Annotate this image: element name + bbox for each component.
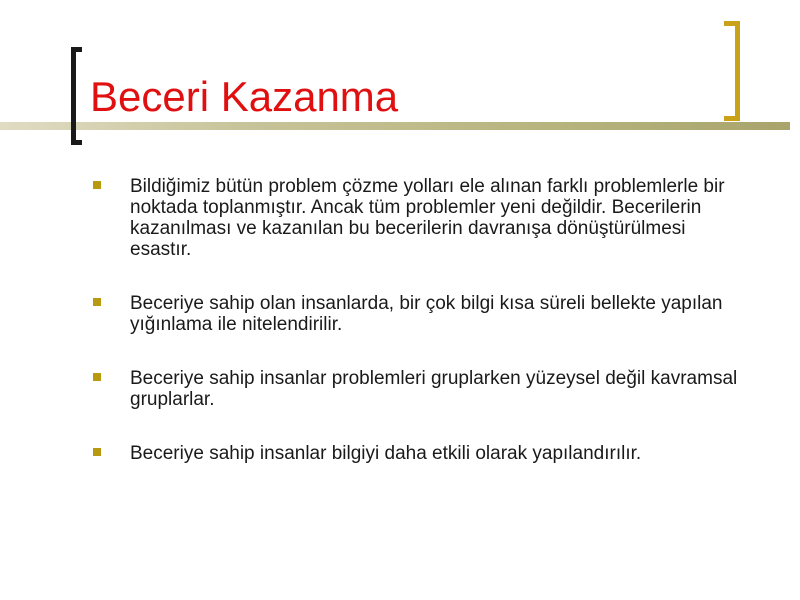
bullet-text: Beceriye sahip insanlar problemleri gruplarken yüzeysel değil kavramsal gruplarlar. xyxy=(130,368,738,410)
bullet-text: Beceriye sahip olan insanlarda, bir çok bilgi kısa süreli bellekte yapılan yığınlama ile nitelendirilir. xyxy=(130,293,723,335)
left-bracket-decoration xyxy=(71,47,82,145)
bullet-item xyxy=(90,176,750,260)
bullet-item xyxy=(90,368,750,410)
bullet-item xyxy=(90,293,750,335)
title-divider xyxy=(0,122,790,130)
slide-title: Beceri Kazanma xyxy=(90,73,399,120)
square-bullet-icon xyxy=(93,181,101,189)
bullet-item xyxy=(90,443,750,464)
bullet-text: Beceriye sahip insanlar bilgiyi daha etkili olarak yapılandırılır. xyxy=(130,443,642,464)
square-bullet-icon xyxy=(93,448,101,456)
bullet-text: Bildiğimiz bütün problem çözme yolları ele alınan farklı problemlerle bir noktada toplanmıştır. Ancak tüm problemler yeni değildir. Becerilerin kazanılması ve kazanılan bu becerilerin davranışa dönüştürülmesi esastır. xyxy=(130,176,725,260)
right-bracket-decoration xyxy=(724,21,740,121)
square-bullet-icon xyxy=(93,298,101,306)
square-bullet-icon xyxy=(93,373,101,381)
bullet-list xyxy=(90,176,750,497)
